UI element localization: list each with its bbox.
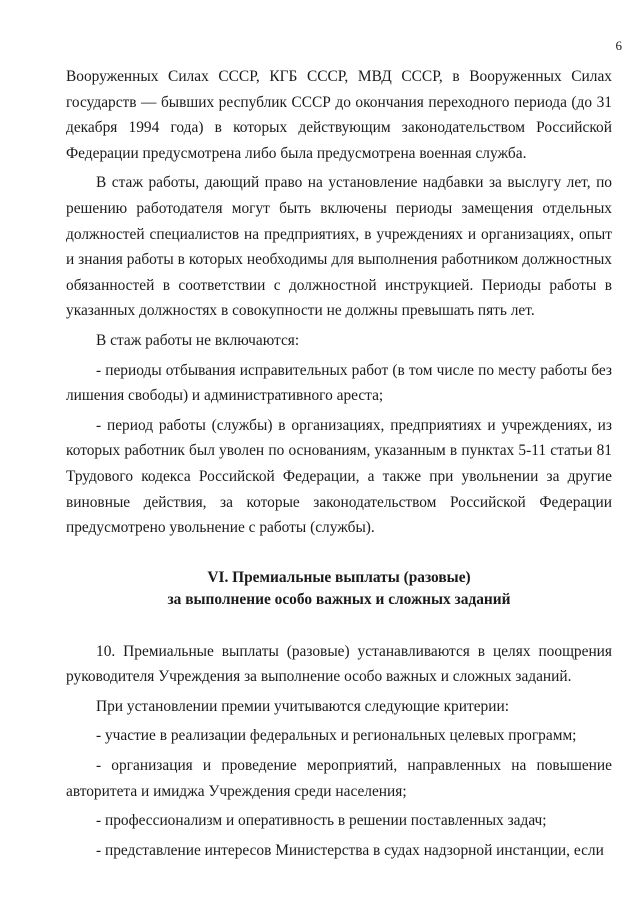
document-body	[66, 64, 612, 863]
employer-decision-paragraph: В стаж работы, дающий право на установление надбавки за выслугу лет, по решению работодателя могут быть включены периоды замещения отдельных должностей специалистов на предприятиях, в учреждениях и организациях, опыт и знания работы в которых необходимы для выполнения работником должностных обязанностей в соответствии с должностной инструкцией. Периоды работы в указанных должностях в совокупности не должны превышать пять лет.	[66, 174, 612, 320]
not-included-item: - период работы (службы) в организациях, предприятиях и учреждениях, из которых работник был уволен по основаниям, указанным в пунктах 5-11 статьи 81 Трудового кодекса Российской Федерации, а также при увольнении за другие виновные действия, за которые законодательством Российской Федерации предусмотрено увольнение с работы (службы).	[66, 416, 612, 537]
continuation-paragraph: Вооруженных Силах СССР, КГБ СССР, МВД СССР, в Вооруженных Силах государств — бывших республик СССР до окончания переходного периода (до 31 декабря 1994 года) в которых действующим законодательством Российской Федерации предусмотрена либо была предусмотрена военная служба.	[66, 68, 612, 162]
not-included-intro: В стаж работы не включаются:	[96, 331, 300, 349]
criteria-item: - участие в реализации федеральных и региональных целевых программ;	[96, 727, 577, 745]
not-included-item: - периоды отбывания исправительных работ (в том числе по месту работы без лишения свободы) и административного ареста;	[66, 361, 612, 405]
criteria-item: - представление интересов Министерства в судах надзорной инстанции, если	[96, 841, 604, 859]
section-heading-title: VI. Премиальные выплаты (разовые)	[207, 568, 471, 586]
section-heading	[66, 567, 612, 611]
criteria-intro: При установлении премии учитываются следующие критерии:	[96, 697, 509, 715]
page-number: 6	[615, 38, 622, 53]
section-heading-subtitle: за выполнение особо важных и сложных заданий	[167, 590, 511, 608]
paragraph-10: 10. Премиальные выплаты (разовые) устанавливаются в целях поощрения руководителя Учреждения за выполнение особо важных и сложных заданий.	[66, 642, 612, 686]
criteria-item: - организация и проведение мероприятий, направленных на повышение авторитета и имиджа Учреждения среди населения;	[66, 757, 612, 800]
criteria-item: - профессионализм и оперативность в решении поставленных задач;	[96, 812, 547, 830]
